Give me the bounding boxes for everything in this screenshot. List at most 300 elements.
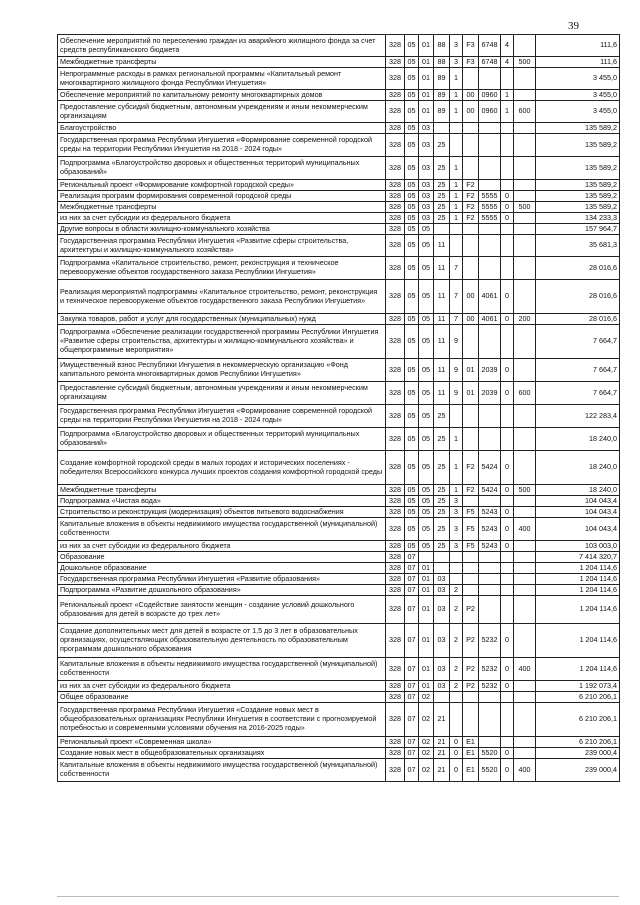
expense-code-suffix-cell: 0 [501, 681, 514, 692]
direction-code-cell: P2 [463, 596, 479, 624]
subprogram-code-cell [450, 123, 463, 134]
expense-type-cell [514, 585, 536, 596]
table-row [58, 681, 620, 692]
direction-code-cell [463, 552, 479, 563]
expense-type-cell [514, 325, 536, 359]
section-code-cell: 07 [405, 759, 419, 782]
program-code-cell: 25 [434, 405, 450, 428]
subsection-code-cell: 05 [419, 280, 434, 314]
expense-type-cell [514, 257, 536, 280]
section-code-cell: 05 [405, 541, 419, 552]
table-row [58, 451, 620, 485]
expense-code-cell: 5243 [479, 507, 501, 518]
section-code-cell: 05 [405, 518, 419, 541]
subprogram-code-cell: 9 [450, 382, 463, 405]
expense-code-cell: 5243 [479, 541, 501, 552]
expense-code-cell [479, 496, 501, 507]
expense-type-cell [514, 157, 536, 180]
direction-code-cell [463, 574, 479, 585]
section-code-cell: 05 [405, 405, 419, 428]
amount-cell: 6 210 206,1 [536, 703, 620, 737]
table-row [58, 737, 620, 748]
section-code-cell: 07 [405, 703, 419, 737]
subsection-code-cell: 01 [419, 90, 434, 101]
program-code-cell: 25 [434, 541, 450, 552]
direction-code-cell: F2 [463, 202, 479, 213]
table-row [58, 235, 620, 257]
subprogram-code-cell: 9 [450, 325, 463, 359]
table-row [58, 552, 620, 563]
subprogram-code-cell: 7 [450, 314, 463, 325]
table-row [58, 314, 620, 325]
expense-type-cell [514, 692, 536, 703]
page-number: 39 [568, 20, 579, 32]
subprogram-code-cell: 1 [450, 213, 463, 224]
ministry-code-cell: 328 [386, 359, 405, 382]
table-row [58, 180, 620, 191]
row-name-cell: из них за счет субсидии из федерального бюджета [58, 681, 386, 692]
expense-type-cell [514, 596, 536, 624]
row-name-cell: Предоставление субсидий бюджетным, автономным учреждениям и иным некоммерческим организациям [58, 382, 386, 405]
expense-type-cell [514, 235, 536, 257]
table-row [58, 280, 620, 314]
expense-code-cell: 0960 [479, 90, 501, 101]
direction-code-cell [463, 585, 479, 596]
row-name-cell: Подпрограмма «Развитие дошкольного образования» [58, 585, 386, 596]
expense-code-suffix-cell: 1 [501, 101, 514, 123]
expense-code-suffix-cell: 0 [501, 191, 514, 202]
section-code-cell: 05 [405, 68, 419, 90]
expense-code-cell [479, 703, 501, 737]
expense-code-suffix-cell: 1 [501, 90, 514, 101]
expense-code-suffix-cell: 0 [501, 202, 514, 213]
direction-code-cell: F2 [463, 191, 479, 202]
expense-code-suffix-cell [501, 574, 514, 585]
expense-type-cell: 400 [514, 759, 536, 782]
section-code-cell: 07 [405, 748, 419, 759]
subprogram-code-cell [450, 224, 463, 235]
table-row [58, 703, 620, 737]
table-row [58, 405, 620, 428]
subsection-code-cell: 03 [419, 134, 434, 157]
subsection-code-cell [419, 552, 434, 563]
ministry-code-cell: 328 [386, 759, 405, 782]
amount-cell: 1 204 114,6 [536, 658, 620, 681]
expense-type-cell [514, 737, 536, 748]
section-code-cell: 07 [405, 624, 419, 658]
expense-type-cell [514, 507, 536, 518]
ministry-code-cell: 328 [386, 596, 405, 624]
subsection-code-cell: 01 [419, 574, 434, 585]
expense-type-cell [514, 748, 536, 759]
subsection-code-cell: 03 [419, 180, 434, 191]
amount-cell: 7 664,7 [536, 382, 620, 405]
row-name-cell: Обеспечение мероприятий по капитальному ремонту многоквартирных домов [58, 90, 386, 101]
subsection-code-cell: 02 [419, 737, 434, 748]
section-code-cell: 07 [405, 596, 419, 624]
ministry-code-cell: 328 [386, 563, 405, 574]
amount-cell: 1 204 114,6 [536, 563, 620, 574]
section-code-cell: 05 [405, 359, 419, 382]
row-name-cell: Региональный проект «Содействие занятости женщин - создание условий дошкольного образования для детей в возрасте до трех лет» [58, 596, 386, 624]
program-code-cell: 21 [434, 737, 450, 748]
subsection-code-cell: 01 [419, 658, 434, 681]
program-code-cell: 88 [434, 35, 450, 57]
subsection-code-cell: 05 [419, 485, 434, 496]
subprogram-code-cell [450, 134, 463, 157]
amount-cell: 135 589,2 [536, 134, 620, 157]
program-code-cell: 21 [434, 759, 450, 782]
section-code-cell: 05 [405, 180, 419, 191]
section-code-cell: 05 [405, 213, 419, 224]
expense-type-cell [514, 563, 536, 574]
expense-code-suffix-cell: 0 [501, 518, 514, 541]
row-name-cell: из них за счет субсидии из федерального бюджета [58, 541, 386, 552]
expense-code-suffix-cell [501, 134, 514, 157]
program-code-cell [434, 552, 450, 563]
section-code-cell: 05 [405, 451, 419, 485]
subsection-code-cell: 05 [419, 405, 434, 428]
subprogram-code-cell: 2 [450, 681, 463, 692]
amount-cell: 18 240,0 [536, 485, 620, 496]
direction-code-cell: F3 [463, 35, 479, 57]
amount-cell: 135 589,2 [536, 157, 620, 180]
row-name-cell: Реализация мероприятий подпрограммы «Капитальное строительство, ремонт, реконструкция и техническое перевооружение объектов государственного заказа Республики Ингушетия» [58, 280, 386, 314]
expense-code-cell [479, 123, 501, 134]
row-name-cell: Капитальные вложения в объекты недвижимого имущества государственной (муниципальной) собственности [58, 759, 386, 782]
program-code-cell: 25 [434, 507, 450, 518]
subprogram-code-cell: 1 [450, 157, 463, 180]
expense-type-cell [514, 496, 536, 507]
row-name-cell: Межбюджетные трансферты [58, 485, 386, 496]
ministry-code-cell: 328 [386, 235, 405, 257]
amount-cell: 135 589,2 [536, 191, 620, 202]
subsection-code-cell: 01 [419, 624, 434, 658]
row-name-cell: Другие вопросы в области жилищно-коммунального хозяйства [58, 224, 386, 235]
program-code-cell: 11 [434, 257, 450, 280]
expense-type-cell: 200 [514, 314, 536, 325]
expense-type-cell [514, 574, 536, 585]
table-row [58, 496, 620, 507]
section-code-cell: 05 [405, 134, 419, 157]
expense-code-cell [479, 563, 501, 574]
expense-code-suffix-cell [501, 180, 514, 191]
section-code-cell: 07 [405, 563, 419, 574]
subprogram-code-cell [450, 574, 463, 585]
row-name-cell: Предоставление субсидий бюджетным, автономным учреждениям и иным некоммерческим организациям [58, 101, 386, 123]
subsection-code-cell: 05 [419, 541, 434, 552]
amount-cell: 7 414 320,7 [536, 552, 620, 563]
section-code-cell: 05 [405, 202, 419, 213]
expense-type-cell [514, 552, 536, 563]
expense-code-cell [479, 224, 501, 235]
expense-type-cell [514, 35, 536, 57]
subsection-code-cell: 01 [419, 563, 434, 574]
expense-type-cell [514, 428, 536, 451]
ministry-code-cell: 328 [386, 748, 405, 759]
amount-cell: 1 192 073,4 [536, 681, 620, 692]
direction-code-cell [463, 224, 479, 235]
subsection-code-cell: 01 [419, 596, 434, 624]
expense-type-cell [514, 134, 536, 157]
subsection-code-cell: 02 [419, 703, 434, 737]
section-code-cell: 05 [405, 157, 419, 180]
table-row [58, 191, 620, 202]
direction-code-cell: F2 [463, 451, 479, 485]
table-row [58, 325, 620, 359]
subprogram-code-cell [450, 703, 463, 737]
expense-code-suffix-cell [501, 235, 514, 257]
program-code-cell: 25 [434, 134, 450, 157]
subprogram-code-cell: 3 [450, 507, 463, 518]
table-row [58, 541, 620, 552]
row-name-cell: Подпрограмма «Благоустройство дворовых и общественных территорий муниципальных образований» [58, 428, 386, 451]
table-row [58, 224, 620, 235]
direction-code-cell: F2 [463, 485, 479, 496]
ministry-code-cell: 328 [386, 257, 405, 280]
amount-cell: 1 204 114,6 [536, 574, 620, 585]
row-name-cell: Обеспечение мероприятий по переселению граждан из аварийного жилищного фонда за счет средств республиканского бюджета [58, 35, 386, 57]
table-row [58, 507, 620, 518]
expense-code-suffix-cell [501, 157, 514, 180]
subsection-code-cell: 05 [419, 451, 434, 485]
subsection-code-cell: 05 [419, 507, 434, 518]
row-name-cell: Региональный проект «Формирование комфортной городской среды» [58, 180, 386, 191]
direction-code-cell: E1 [463, 748, 479, 759]
ministry-code-cell: 328 [386, 658, 405, 681]
direction-code-cell [463, 325, 479, 359]
section-code-cell: 07 [405, 552, 419, 563]
program-code-cell: 25 [434, 213, 450, 224]
subprogram-code-cell: 7 [450, 280, 463, 314]
direction-code-cell [463, 405, 479, 428]
program-code-cell: 03 [434, 585, 450, 596]
table-row [58, 213, 620, 224]
ministry-code-cell: 328 [386, 496, 405, 507]
subprogram-code-cell: 9 [450, 359, 463, 382]
amount-cell: 135 589,2 [536, 180, 620, 191]
row-name-cell: Государственная программа Республики Ингушетия «Создание новых мест в общеобразовательных организациях Республики Ингушетия в соответствии с прогнозируемой потребностью и современными условиями обучения на 2016-2025 годы» [58, 703, 386, 737]
direction-code-cell [463, 257, 479, 280]
direction-code-cell: E1 [463, 737, 479, 748]
section-code-cell: 07 [405, 692, 419, 703]
subsection-code-cell: 02 [419, 748, 434, 759]
table-row [58, 624, 620, 658]
expense-type-cell [514, 681, 536, 692]
row-name-cell: Государственная программа Республики Ингушетия «Развитие образования» [58, 574, 386, 585]
expense-code-cell: 5555 [479, 191, 501, 202]
ministry-code-cell: 328 [386, 68, 405, 90]
ministry-code-cell: 328 [386, 101, 405, 123]
program-code-cell: 25 [434, 428, 450, 451]
table-row [58, 101, 620, 123]
expense-type-cell [514, 703, 536, 737]
expense-type-cell: 600 [514, 382, 536, 405]
section-code-cell: 05 [405, 485, 419, 496]
row-name-cell: Капитальные вложения в объекты недвижимого имущества государственной (муниципальной) собственности [58, 518, 386, 541]
subsection-code-cell: 05 [419, 257, 434, 280]
program-code-cell: 03 [434, 596, 450, 624]
ministry-code-cell: 328 [386, 90, 405, 101]
amount-cell: 6 210 206,1 [536, 692, 620, 703]
expense-code-suffix-cell [501, 737, 514, 748]
program-code-cell: 89 [434, 90, 450, 101]
amount-cell: 28 016,6 [536, 257, 620, 280]
table-row [58, 359, 620, 382]
subprogram-code-cell: 2 [450, 596, 463, 624]
program-code-cell: 21 [434, 703, 450, 737]
expense-type-cell [514, 280, 536, 314]
section-code-cell: 05 [405, 314, 419, 325]
expense-code-suffix-cell: 0 [501, 382, 514, 405]
direction-code-cell: 00 [463, 90, 479, 101]
table-row [58, 123, 620, 134]
ministry-code-cell: 328 [386, 681, 405, 692]
subprogram-code-cell: 1 [450, 180, 463, 191]
program-code-cell: 25 [434, 157, 450, 180]
program-code-cell: 03 [434, 681, 450, 692]
ministry-code-cell: 328 [386, 180, 405, 191]
section-code-cell: 07 [405, 658, 419, 681]
section-code-cell: 05 [405, 235, 419, 257]
subsection-code-cell: 01 [419, 35, 434, 57]
direction-code-cell [463, 235, 479, 257]
expense-code-cell: 5424 [479, 485, 501, 496]
expense-code-cell [479, 405, 501, 428]
table-row [58, 485, 620, 496]
expense-type-cell: 500 [514, 202, 536, 213]
row-name-cell: Подпрограмма «Обеспечение реализации государственной программы Республики Ингушетия «Развитие сферы строительства, архитектуры и жилищно-коммунального хозяйства» и общепрограммные мероприятия» [58, 325, 386, 359]
expense-code-suffix-cell: 4 [501, 57, 514, 68]
subprogram-code-cell: 3 [450, 496, 463, 507]
expense-code-cell: 6748 [479, 57, 501, 68]
expense-type-cell: 500 [514, 57, 536, 68]
program-code-cell: 03 [434, 658, 450, 681]
subsection-code-cell: 03 [419, 157, 434, 180]
subprogram-code-cell: 3 [450, 35, 463, 57]
amount-cell: 103 003,0 [536, 541, 620, 552]
ministry-code-cell: 328 [386, 134, 405, 157]
direction-code-cell: P2 [463, 658, 479, 681]
expense-code-cell [479, 68, 501, 90]
budget-table [57, 34, 620, 782]
amount-cell: 18 240,0 [536, 428, 620, 451]
row-name-cell: из них за счет субсидии из федерального бюджета [58, 213, 386, 224]
amount-cell: 104 043,4 [536, 507, 620, 518]
expense-code-suffix-cell: 0 [501, 759, 514, 782]
table-row [58, 382, 620, 405]
program-code-cell [434, 123, 450, 134]
expense-type-cell [514, 180, 536, 191]
expense-code-suffix-cell [501, 123, 514, 134]
row-name-cell: Общее образование [58, 692, 386, 703]
direction-code-cell: F2 [463, 213, 479, 224]
expense-code-cell: 4061 [479, 280, 501, 314]
expense-code-suffix-cell [501, 405, 514, 428]
table-row [58, 157, 620, 180]
program-code-cell: 88 [434, 57, 450, 68]
ministry-code-cell: 328 [386, 624, 405, 658]
row-name-cell: Капитальные вложения в объекты недвижимого имущества государственной (муниципальной) собственности [58, 658, 386, 681]
subprogram-code-cell: 1 [450, 191, 463, 202]
subsection-code-cell: 01 [419, 585, 434, 596]
expense-type-cell [514, 213, 536, 224]
program-code-cell: 03 [434, 624, 450, 658]
section-code-cell: 07 [405, 574, 419, 585]
ministry-code-cell: 328 [386, 57, 405, 68]
row-name-cell: Подпрограмма «Капитальное строительство, ремонт, реконструкция и техническое перевооружение объектов государственного заказа Республики Ингушетия» [58, 257, 386, 280]
row-name-cell: Закупка товаров, работ и услуг для государственных (муниципальных) нужд [58, 314, 386, 325]
expense-type-cell [514, 123, 536, 134]
subsection-code-cell: 05 [419, 224, 434, 235]
expense-code-cell [479, 574, 501, 585]
page-bottom-line [57, 896, 619, 897]
amount-cell: 1 204 114,6 [536, 585, 620, 596]
amount-cell: 239 000,4 [536, 748, 620, 759]
ministry-code-cell: 328 [386, 574, 405, 585]
section-code-cell: 07 [405, 681, 419, 692]
direction-code-cell: P2 [463, 624, 479, 658]
table-row [58, 574, 620, 585]
amount-cell: 3 455,0 [536, 90, 620, 101]
expense-type-cell: 600 [514, 101, 536, 123]
program-code-cell: 21 [434, 748, 450, 759]
direction-code-cell: F5 [463, 541, 479, 552]
ministry-code-cell: 328 [386, 280, 405, 314]
direction-code-cell: P2 [463, 681, 479, 692]
expense-type-cell [514, 90, 536, 101]
subsection-code-cell: 03 [419, 213, 434, 224]
table-row [58, 57, 620, 68]
expense-code-suffix-cell: 0 [501, 541, 514, 552]
amount-cell: 7 664,7 [536, 359, 620, 382]
subprogram-code-cell: 2 [450, 624, 463, 658]
amount-cell: 135 589,2 [536, 202, 620, 213]
table-row [58, 596, 620, 624]
row-name-cell: Непрограммные расходы в рамках региональной программы «Капитальный ремонт многоквартирного жилищного фонда Республики Ингушетия» [58, 68, 386, 90]
program-code-cell: 11 [434, 280, 450, 314]
amount-cell: 111,6 [536, 35, 620, 57]
ministry-code-cell: 328 [386, 428, 405, 451]
subsection-code-cell: 01 [419, 681, 434, 692]
subsection-code-cell: 05 [419, 325, 434, 359]
ministry-code-cell: 328 [386, 737, 405, 748]
section-code-cell: 05 [405, 57, 419, 68]
row-name-cell: Государственная программа Республики Ингушетия «Развитие сферы строительства, архитектуры и жилищно-коммунального хозяйства» [58, 235, 386, 257]
direction-code-cell: E1 [463, 759, 479, 782]
expense-code-cell: 5424 [479, 451, 501, 485]
expense-code-cell [479, 552, 501, 563]
expense-type-cell [514, 541, 536, 552]
expense-code-cell: 2039 [479, 382, 501, 405]
section-code-cell: 05 [405, 428, 419, 451]
direction-code-cell: 00 [463, 101, 479, 123]
subsection-code-cell: 01 [419, 68, 434, 90]
table-row [58, 68, 620, 90]
row-name-cell: Дошкольное образование [58, 563, 386, 574]
expense-code-cell [479, 180, 501, 191]
row-name-cell: Благоустройство [58, 123, 386, 134]
subprogram-code-cell: 3 [450, 57, 463, 68]
program-code-cell: 11 [434, 314, 450, 325]
section-code-cell: 07 [405, 585, 419, 596]
expense-code-cell: 0960 [479, 101, 501, 123]
expense-code-suffix-cell [501, 552, 514, 563]
expense-code-cell [479, 428, 501, 451]
table-row [58, 518, 620, 541]
program-code-cell: 25 [434, 518, 450, 541]
expense-code-suffix-cell: 0 [501, 507, 514, 518]
